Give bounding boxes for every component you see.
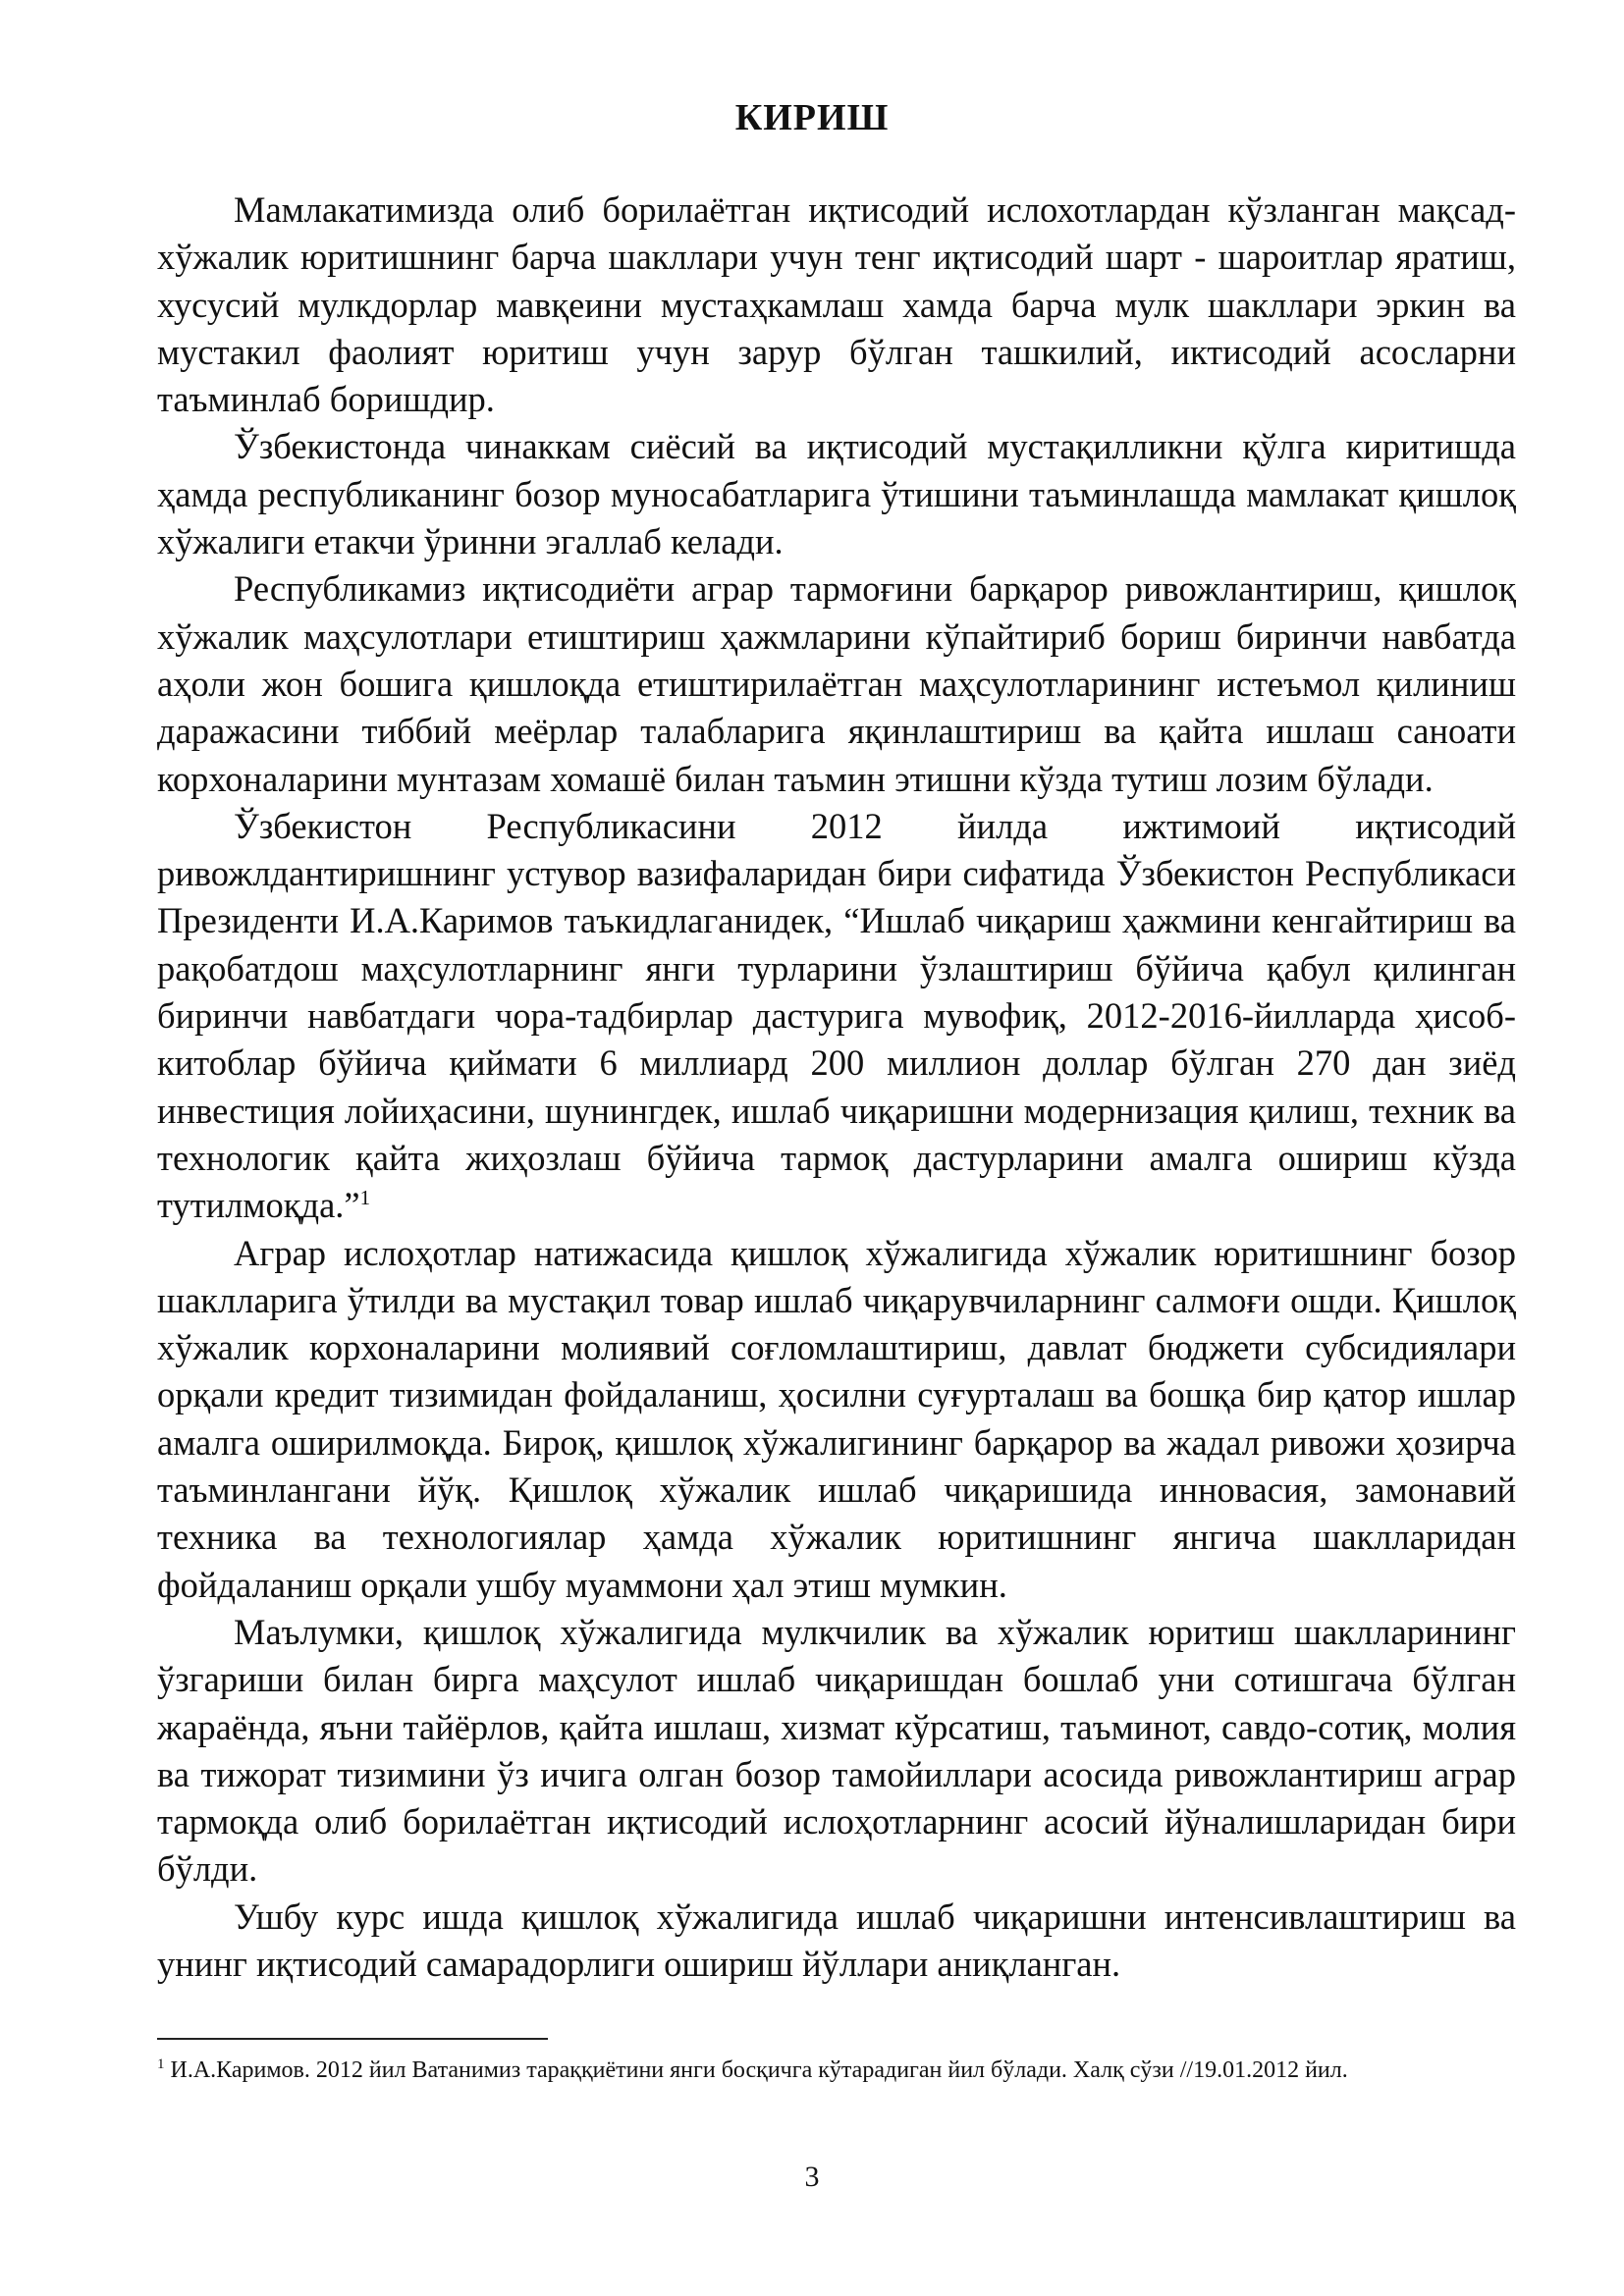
footnote-reference[interactable]: 1 [359,1186,371,1210]
footnote-text: И.А.Каримов. 2012 йил Ватанимиз тараққиётини янги босқичга кўтарадиган йил бўлади. Халқ сўзи //19.01.2012 йил. [170,2057,1348,2083]
footnote-separator [157,2038,548,2040]
paragraph: Мамлакатимизда олиб борилаётган иқтисодий ислохотлардан кўзланган мақсад-хўжалик юритишнинг барча шакллари учун тенг иқтисодий шарт - шароитлар яратиш, хусусий мулкдорлар мавқеини мустаҳкамлаш хамда барча мулк шакллари эркин ва мустакил фаолият юритиш учун зарур бўлган ташкилий, иктисодий асосларни таъминлаб боришдир. [157,189,1516,420]
paragraph: Аграр ислоҳотлар натижасида қишлоқ хўжалигида хўжалик юритишнинг бозор шаклларига ўтилди ва мустақил товар ишлаб чиқарувчиларнинг салмоғи ошди. Қишлоқ хўжалик корхоналарини молиявий соғломлаштириш, давлат бюджети субсидиялари орқали кредит тизимидан фойдаланиш, ҳосилни суғурталаш ва бошқа бир қатор ишлар амалга оширилмоқда. Бироқ, қишлоқ хўжалигининг барқарор ва жадал ривожи ҳозирча таъминлангани йўқ. Қишлоқ хўжалик ишлаб чиқаришида инновасия, замонавий техника ва технологиялар ҳамда хўжалик юритишнинг янгича шаклларидан фойдаланиш орқали ушбу муаммони ҳал этиш мумкин. [157,1232,1516,1605]
paragraph: Республикамиз иқтисодиёти аграр тармоғини барқарор ривожлантириш, қишлоқ хўжалик маҳсулотлари етиштириш ҳажмларини кўпайтириб бориш биринчи навбатда аҳоли жон бошига қишлоқда етиштирилаётган маҳсулотларининг истеъмол қилиниш даражасини тиббий меёрлар талабларига яқинлаштириш ва қайта ишлаш саноати корхоналарини мунтазам хомашё билан таъмин этишни кўзда тутиш лозим бўлади. [157,568,1516,799]
body-text [157,187,1516,1988]
paragraph: Ушбу курс ишда қишлоқ хўжалигида ишлаб чиқаришни интенсивлаштириш ва унинг иқтисодий самарадорлиги ошириш йўллари аниқланган. [157,1896,1516,1984]
footnote-marker: 1 [157,2056,165,2072]
paragraph: Ўзбекистонда чинаккам сиёсий ва иқтисодий мустақилликни қўлга киритишда ҳамда республиканинг бозор муносабатларига ўтишини таъминлашда мамлакат қишлоқ хўжалиги етакчи ўринни эгаллаб келади. [157,426,1516,562]
paragraph-text: Ўзбекистон Республикасини 2012 йилда ижтимоий иқтисодий ривожлдантиришнинг устувор вазифаларидан бири сифатида Ўзбекистон Республикаси Президенти И.А.Каримов таъкидлаганидек, “Ишлаб чиқариш ҳажмини кенгайтириш ва рақобатдош маҳсулотларнинг янги турларини ўзлаштириш бўйича қабул қилинган биринчи навбатдаги чора-тадбирлар дастурига мувофиқ, 2012-2016-йилларда ҳисоб-китоблар бўйича қиймати 6 миллиард 200 миллион доллар бўлган 270 дан зиёд инвестиция лойиҳасини, шунингдек, ишлаб чиқаришни модернизация қилиш, техник ва технологик қайта жиҳозлаш бўйича тармоқ дастурларини амалга ошириш кўзда тутилмоқда.” [157,805,1516,1226]
page-number: 3 [804,2161,820,2193]
paragraph: Маълумки, қишлоқ хўжалигида мулкчилик ва хўжалик юритиш шаклларининг ўзгариши билан бирга маҳсулот ишлаб чиқаришдан бошлаб уни сотишгача бўлган жараёнда, яъни тайёрлов, қайта ишлаш, хизмат кўрсатиш, таъминот, савдо-сотиқ, молия ва тижорат тизимини ўз ичига олган бозор тамойиллари асосида ривожлантириш аграр тармоқда олиб борилаётган иқтисодий ислоҳотларнинг асосий йўналишларидан бири бўлди. [157,1611,1516,1890]
paragraph-with-footnote [157,803,1516,1230]
footnote [157,2056,1516,2085]
page-heading: КИРИШ [734,97,890,138]
